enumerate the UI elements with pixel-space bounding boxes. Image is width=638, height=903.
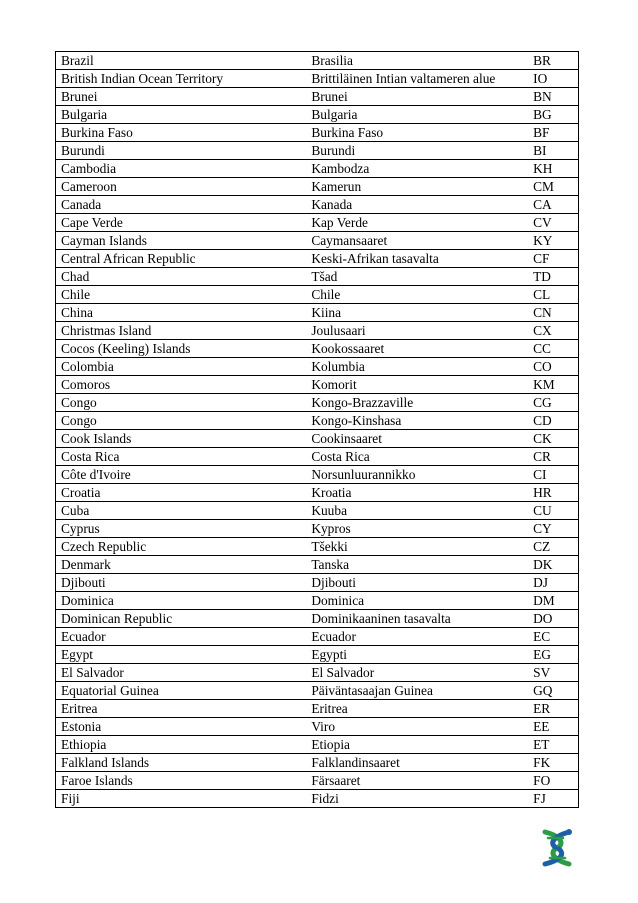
country-name-english: Cayman Islands [56, 232, 307, 250]
table-row [56, 682, 579, 700]
country-name-finnish: Kiina [306, 304, 528, 322]
country-name-finnish: Dominikaaninen tasavalta [306, 610, 528, 628]
table-row [56, 70, 579, 88]
country-name-finnish: Fidzi [306, 790, 528, 808]
table-row [56, 772, 579, 790]
country-code: EE [528, 718, 578, 736]
country-name-finnish: Keski-Afrikan tasavalta [306, 250, 528, 268]
country-code: EG [528, 646, 578, 664]
table-row [56, 412, 579, 430]
table-row [56, 538, 579, 556]
country-name-finnish: Kap Verde [306, 214, 528, 232]
country-code: ET [528, 736, 578, 754]
country-name-english: Cambodia [56, 160, 307, 178]
country-code: BF [528, 124, 578, 142]
country-name-finnish: El Salvador [306, 664, 528, 682]
table-row [56, 232, 579, 250]
country-code: FK [528, 754, 578, 772]
country-code: CX [528, 322, 578, 340]
country-name-finnish: Tšekki [306, 538, 528, 556]
country-code: CG [528, 394, 578, 412]
country-code: CL [528, 286, 578, 304]
table-row [56, 178, 579, 196]
country-name-finnish: Kongo-Brazzaville [306, 394, 528, 412]
country-name-finnish: Kypros [306, 520, 528, 538]
country-code: TD [528, 268, 578, 286]
country-code: SV [528, 664, 578, 682]
table-row [56, 754, 579, 772]
country-code: EC [528, 628, 578, 646]
country-code: CZ [528, 538, 578, 556]
country-name-finnish: Komorit [306, 376, 528, 394]
table-row [56, 502, 579, 520]
table-row [56, 466, 579, 484]
table-row [56, 574, 579, 592]
country-code: CN [528, 304, 578, 322]
table-row [56, 268, 579, 286]
table-row [56, 448, 579, 466]
country-name-finnish: Kanada [306, 196, 528, 214]
country-name-english: Estonia [56, 718, 307, 736]
country-name-finnish: Brittiläinen Intian valtameren alue [306, 70, 528, 88]
country-code: KH [528, 160, 578, 178]
country-name-finnish: Costa Rica [306, 448, 528, 466]
country-name-english: Congo [56, 394, 307, 412]
country-name-finnish: Egypti [306, 646, 528, 664]
country-code: CV [528, 214, 578, 232]
country-name-english: Denmark [56, 556, 307, 574]
country-code: FO [528, 772, 578, 790]
country-name-english: Fiji [56, 790, 307, 808]
country-name-english: Cameroon [56, 178, 307, 196]
country-name-english: Dominica [56, 592, 307, 610]
country-name-finnish: Norsunluurannikko [306, 466, 528, 484]
country-name-english: Croatia [56, 484, 307, 502]
country-name-english: Ecuador [56, 628, 307, 646]
table-row [56, 358, 579, 376]
country-name-english: Djibouti [56, 574, 307, 592]
country-code: KY [528, 232, 578, 250]
country-name-finnish: Dominica [306, 592, 528, 610]
country-name-english: Côte d'Ivoire [56, 466, 307, 484]
country-name-english: Congo [56, 412, 307, 430]
country-name-finnish: Ecuador [306, 628, 528, 646]
country-name-finnish: Chile [306, 286, 528, 304]
country-code: CF [528, 250, 578, 268]
country-code: GQ [528, 682, 578, 700]
country-code: CM [528, 178, 578, 196]
country-code: DO [528, 610, 578, 628]
country-table [55, 51, 579, 808]
table-row [56, 304, 579, 322]
table-row [56, 484, 579, 502]
country-code: IO [528, 70, 578, 88]
country-code: FJ [528, 790, 578, 808]
table-row [56, 376, 579, 394]
country-name-english: Cyprus [56, 520, 307, 538]
country-code: HR [528, 484, 578, 502]
country-name-finnish: Kuuba [306, 502, 528, 520]
country-name-english: Czech Republic [56, 538, 307, 556]
table-row [56, 250, 579, 268]
country-name-finnish: Kroatia [306, 484, 528, 502]
country-code: BR [528, 52, 578, 70]
table-row [56, 340, 579, 358]
country-code: ER [528, 700, 578, 718]
table-row [56, 196, 579, 214]
country-code: DM [528, 592, 578, 610]
table-row [56, 628, 579, 646]
table-row [56, 52, 579, 70]
country-code: BG [528, 106, 578, 124]
table-row [56, 520, 579, 538]
country-name-english: Brazil [56, 52, 307, 70]
country-name-finnish: Bulgaria [306, 106, 528, 124]
country-name-english: Comoros [56, 376, 307, 394]
country-name-english: Burkina Faso [56, 124, 307, 142]
country-name-english: Brunei [56, 88, 307, 106]
country-code: CD [528, 412, 578, 430]
country-name-finnish: Tanska [306, 556, 528, 574]
country-name-english: Egypt [56, 646, 307, 664]
country-name-english: Cocos (Keeling) Islands [56, 340, 307, 358]
country-name-english: China [56, 304, 307, 322]
country-table-body [56, 52, 579, 808]
country-code: DK [528, 556, 578, 574]
country-name-english: Equatorial Guinea [56, 682, 307, 700]
country-name-english: Cuba [56, 502, 307, 520]
country-name-english: Cape Verde [56, 214, 307, 232]
country-name-finnish: Brasilia [306, 52, 528, 70]
country-code: CY [528, 520, 578, 538]
country-code: CU [528, 502, 578, 520]
country-name-finnish: Tšad [306, 268, 528, 286]
table-row [56, 214, 579, 232]
country-name-finnish: Brunei [306, 88, 528, 106]
table-row [56, 142, 579, 160]
table-row [56, 106, 579, 124]
country-name-english: Cook Islands [56, 430, 307, 448]
country-name-english: Canada [56, 196, 307, 214]
table-row [56, 124, 579, 142]
country-code: CA [528, 196, 578, 214]
country-name-finnish: Cookinsaaret [306, 430, 528, 448]
country-name-english: Bulgaria [56, 106, 307, 124]
country-code: CR [528, 448, 578, 466]
country-name-english: Eritrea [56, 700, 307, 718]
country-code: CK [528, 430, 578, 448]
country-name-finnish: Falklandinsaaret [306, 754, 528, 772]
table-row [56, 700, 579, 718]
country-name-english: Christmas Island [56, 322, 307, 340]
table-row [56, 160, 579, 178]
country-name-finnish: Viro [306, 718, 528, 736]
country-name-english: Central African Republic [56, 250, 307, 268]
country-name-english: Faroe Islands [56, 772, 307, 790]
table-row [56, 556, 579, 574]
table-row [56, 88, 579, 106]
country-name-english: Falkland Islands [56, 754, 307, 772]
table-row [56, 790, 579, 808]
country-name-finnish: Kambodza [306, 160, 528, 178]
country-name-english: Ethiopia [56, 736, 307, 754]
country-name-finnish: Eritrea [306, 700, 528, 718]
country-name-finnish: Kamerun [306, 178, 528, 196]
country-code: KM [528, 376, 578, 394]
country-name-finnish: Burkina Faso [306, 124, 528, 142]
country-code: CO [528, 358, 578, 376]
country-name-english: Burundi [56, 142, 307, 160]
table-row [56, 664, 579, 682]
country-code: BN [528, 88, 578, 106]
country-name-english: Costa Rica [56, 448, 307, 466]
table-row [56, 736, 579, 754]
country-name-english: Chile [56, 286, 307, 304]
country-name-finnish: Kookossaaret [306, 340, 528, 358]
table-row [56, 430, 579, 448]
table-row [56, 286, 579, 304]
country-name-finnish: Caymansaaret [306, 232, 528, 250]
country-name-finnish: Kolumbia [306, 358, 528, 376]
country-code: DJ [528, 574, 578, 592]
country-name-finnish: Etiopia [306, 736, 528, 754]
table-row [56, 322, 579, 340]
country-code: CC [528, 340, 578, 358]
table-row [56, 646, 579, 664]
country-name-finnish: Djibouti [306, 574, 528, 592]
country-name-english: Chad [56, 268, 307, 286]
country-name-finnish: Burundi [306, 142, 528, 160]
table-row [56, 718, 579, 736]
country-name-finnish: Färsaaret [306, 772, 528, 790]
country-code: CI [528, 466, 578, 484]
country-name-finnish: Päiväntasaajan Guinea [306, 682, 528, 700]
country-name-english: Dominican Republic [56, 610, 307, 628]
country-name-english: British Indian Ocean Territory [56, 70, 307, 88]
country-name-finnish: Kongo-Kinshasa [306, 412, 528, 430]
country-name-finnish: Joulusaari [306, 322, 528, 340]
table-row [56, 610, 579, 628]
country-name-english: El Salvador [56, 664, 307, 682]
country-name-english: Colombia [56, 358, 307, 376]
table-row [56, 394, 579, 412]
country-code: BI [528, 142, 578, 160]
dna-helix-logo-icon [535, 826, 579, 870]
table-row [56, 592, 579, 610]
